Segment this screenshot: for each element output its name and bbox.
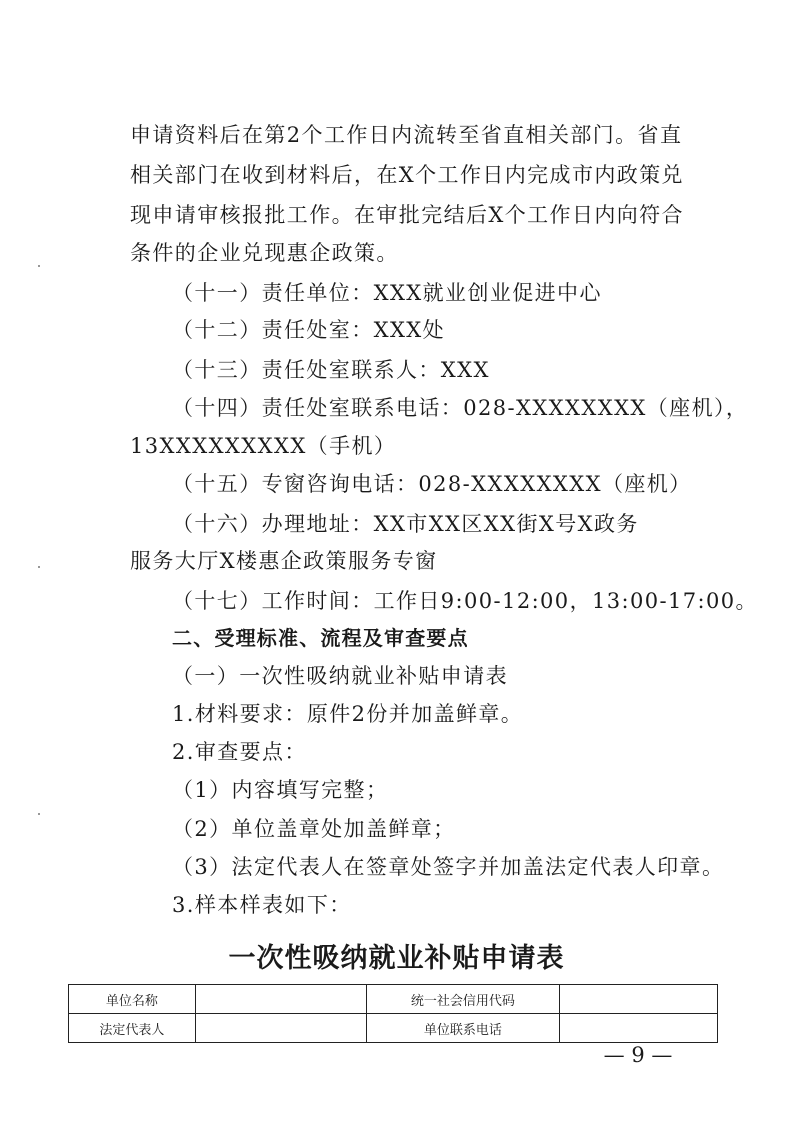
paragraph-line: 条件的企业兑现惠企政策。 (130, 241, 399, 265)
form-title: 一次性吸纳就业补贴申请表 (228, 943, 565, 974)
paragraph-line: 相关部门在收到材料后，在X个工作日内完成市内政策兑 (130, 163, 684, 187)
table-row (69, 985, 718, 1014)
scan-dot (38, 813, 40, 815)
review-point: （2）单位盖章处加盖鲜章； (172, 817, 456, 841)
paragraph-line: 申请资料后在第2个工作日内流转至省直相关部门。省直 (130, 123, 683, 147)
scan-dot (38, 265, 40, 267)
form-label: 单位名称 (69, 985, 196, 1014)
material-requirement: 1.材料要求：原件2份并加盖鲜章。 (172, 702, 524, 726)
form-label: 统一社会信用代码 (366, 985, 560, 1014)
form-label: 法定代表人 (69, 1014, 196, 1043)
page-number: — 9 — (603, 1043, 673, 1067)
scan-dot (38, 566, 40, 568)
sample-intro: 3.样本样表如下： (172, 893, 352, 917)
application-form-table (68, 984, 718, 1043)
item-working-hours: （十七）工作时间：工作日9:00-12:00，13:00-17:00。 (172, 589, 758, 613)
item-responsible-office: （十二）责任处室：XXX处 (172, 318, 446, 342)
form-label: 单位联系电话 (366, 1014, 560, 1043)
review-point: （1）内容填写完整； (172, 778, 389, 802)
item-address: （十六）办理地址：XX市XX区XX街X号X政务 (172, 512, 639, 536)
section-heading: 二、受理标准、流程及审查要点 (172, 626, 469, 650)
form-value-field[interactable] (195, 1014, 366, 1043)
form-value-field[interactable] (560, 1014, 718, 1043)
review-point: （3）法定代表人在签章处签字并加盖法定代表人印章。 (172, 855, 725, 879)
item-address-cont: 服务大厅X楼惠企政策服务专窗 (130, 549, 438, 573)
table-row (69, 1014, 718, 1043)
form-value-field[interactable] (195, 985, 366, 1014)
item-office-contact: （十三）责任处室联系人：XXX (172, 358, 490, 382)
item-office-phone-mobile: 13XXXXXXXXX（手机） (130, 434, 397, 458)
item-office-phone: （十四）责任处室联系电话：028-XXXXXXXX（座机）， (172, 396, 749, 420)
subsection-heading: （一）一次性吸纳就业补贴申请表 (172, 664, 508, 688)
paragraph-line: 现申请审核报批工作。在审批完结后X个工作日内向符合 (130, 203, 684, 227)
item-window-phone: （十五）专窗咨询电话：028-XXXXXXXX（座机） (172, 472, 692, 496)
item-responsible-unit: （十一）责任单位：XXX就业创业促进中心 (172, 281, 602, 305)
review-points-heading: 2.审查要点： (172, 740, 307, 764)
form-value-field[interactable] (560, 985, 718, 1014)
